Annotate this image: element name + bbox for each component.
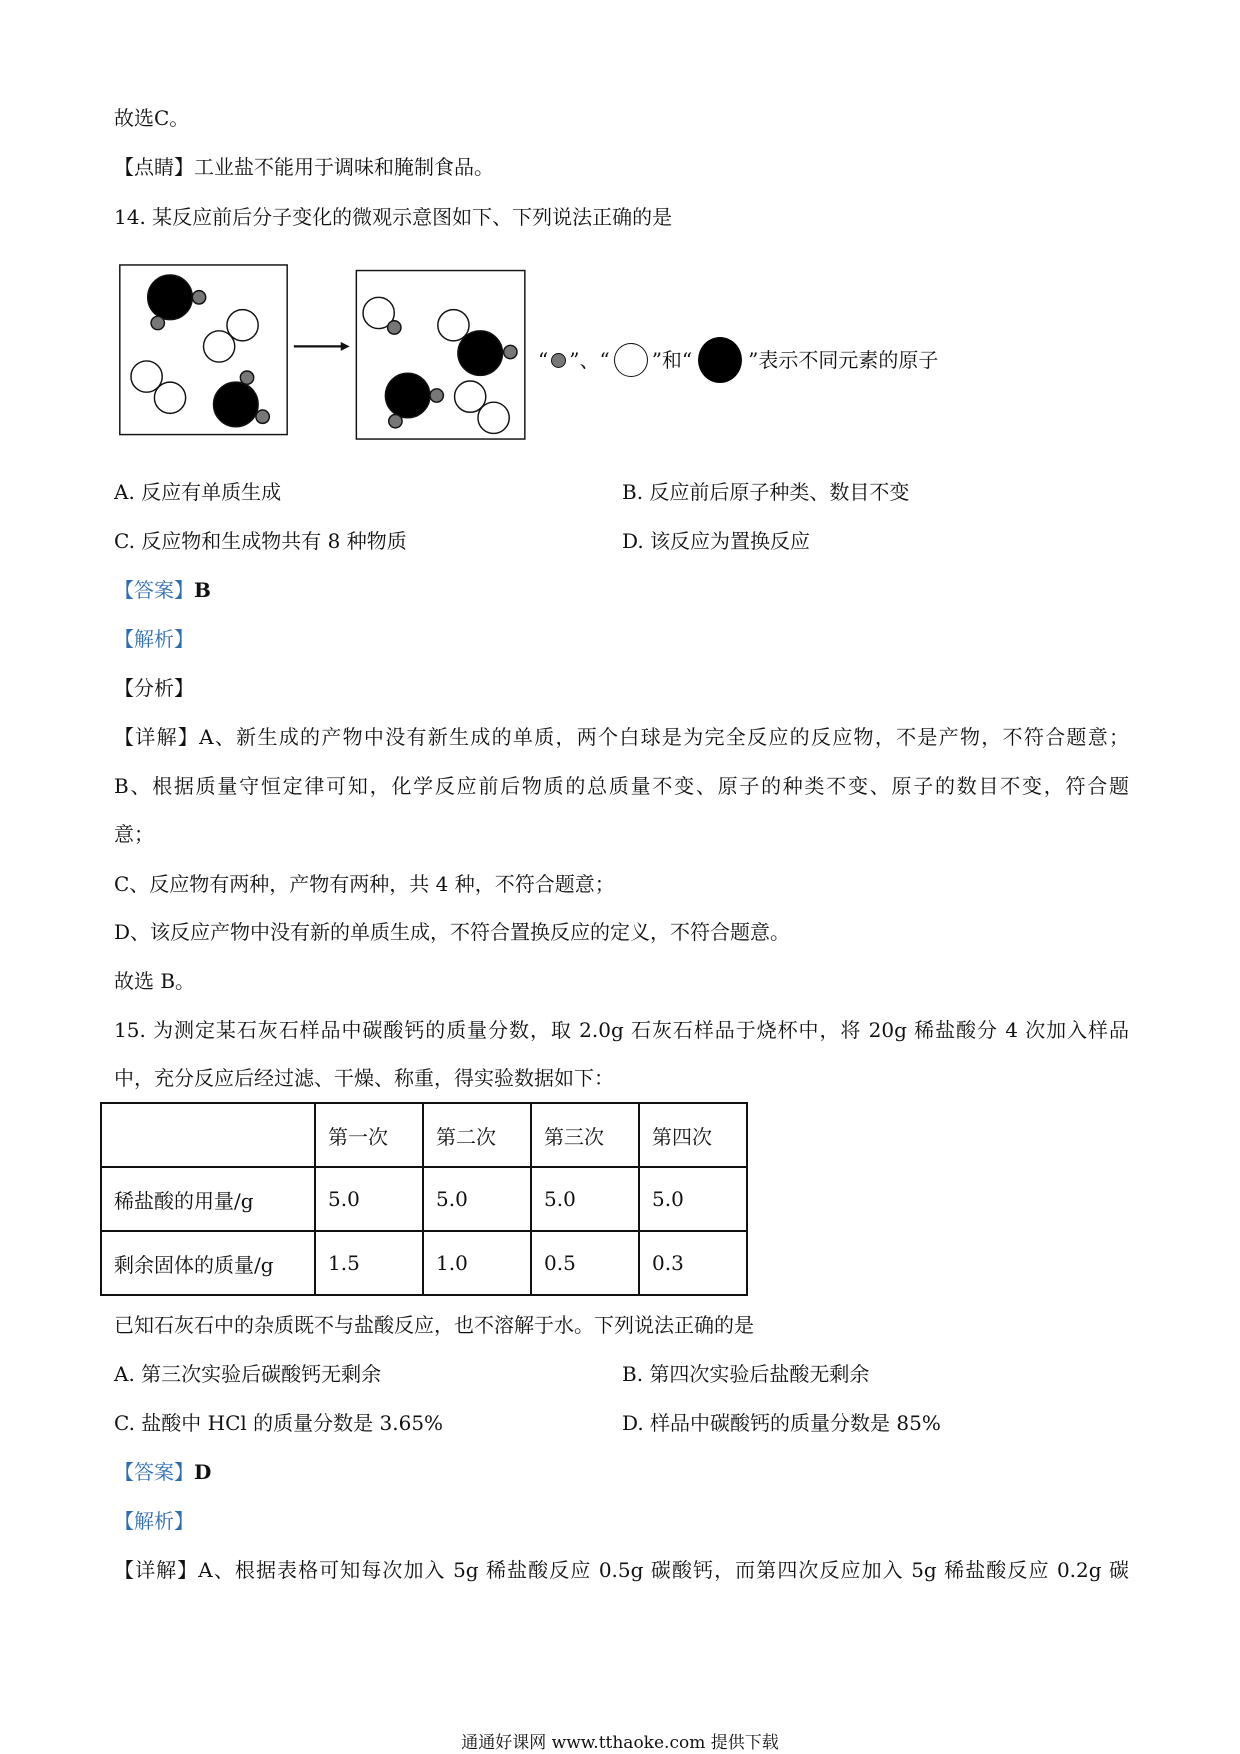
- table-cell: 0.3: [639, 1231, 747, 1295]
- q14-option-a: A. 反应有单质生成: [114, 480, 282, 504]
- table-cell: 5.0: [639, 1167, 747, 1231]
- legend-text: ”表示不同元素的原子: [748, 348, 939, 372]
- q14-option-b: B. 反应前后原子种类、数目不变: [622, 480, 910, 504]
- table-cell: 0.5: [531, 1231, 639, 1295]
- q14-detail-a: 【详解】A、新生成的产物中没有新生成的单质，两个白球是为完全反应的反应物，不是产物，不符合题意；: [114, 725, 1129, 749]
- q14-analysis-label: 【解析】: [114, 627, 194, 651]
- table-cell: 5.0: [315, 1167, 423, 1231]
- legend-quote: “: [538, 348, 549, 372]
- q15-option-d: D. 样品中碳酸钙的质量分数是 85%: [622, 1411, 941, 1435]
- small-grey-atom-icon: [551, 353, 566, 368]
- q14-stem: 14. 某反应前后分子变化的微观示意图如下、下列说法正确的是: [114, 205, 673, 229]
- header-cell: 第四次: [639, 1103, 747, 1167]
- q14-fenxi-label: 【分析】: [114, 676, 194, 700]
- black-atom-icon: [698, 337, 742, 383]
- table-row: [101, 1231, 747, 1295]
- arrow-icon: [294, 342, 350, 351]
- table-cell: 5.0: [423, 1167, 531, 1231]
- white-atom-icon: [614, 343, 648, 377]
- reaction-diagram: [112, 257, 536, 447]
- q15-option-c: C. 盐酸中 HCl 的质量分数是 3.65%: [114, 1411, 444, 1435]
- experiment-table: [100, 1102, 748, 1296]
- q14-option-c: C. 反应物和生成物共有 8 种物质: [114, 529, 407, 553]
- q15-stem-line1: 15. 为测定某石灰石样品中碳酸钙的质量分数，取 2.0g 石灰石样品于烧杯中，将 20g 稀盐酸分 4 次加入样品: [114, 1018, 1129, 1042]
- header-cell: [101, 1103, 315, 1167]
- table-cell: 5.0: [531, 1167, 639, 1231]
- q15-analysis-label: 【解析】: [114, 1509, 194, 1533]
- legend-quote: ”和“: [651, 348, 693, 372]
- q14-detail-b-cont: 意；: [114, 822, 154, 846]
- previous-choice: 故选C。: [114, 106, 190, 130]
- q15-detail: 【详解】A、根据表格可知每次加入 5g 稀盐酸反应 0.5g 碳酸钙，而第四次反应加入 5g 稀盐酸反应 0.2g 碳: [114, 1558, 1129, 1582]
- answer-label: 【答案】: [114, 578, 194, 602]
- table-row: [101, 1167, 747, 1231]
- answer-label: 【答案】: [114, 1460, 194, 1484]
- q14-option-d: D. 该反应为置换反应: [622, 529, 811, 553]
- q15-stem-line2: 中，充分反应后经过滤、干燥、称重，得实验数据如下：: [114, 1066, 614, 1090]
- header-cell: 第一次: [315, 1103, 423, 1167]
- atom-legend: [538, 345, 938, 375]
- q15-answer: [114, 1457, 211, 1487]
- q14-detail-b: B、根据质量守恒定律可知，化学反应前后物质的总质量不变、原子的种类不变、原子的数目不变，符合题: [114, 774, 1129, 798]
- table-header-row: [101, 1103, 747, 1167]
- legend-quote: ”、“: [569, 348, 610, 372]
- q14-detail-d: D、该反应产物中没有新的单质生成，不符合置换反应的定义，不符合题意。: [114, 920, 791, 944]
- table-cell: 1.0: [423, 1231, 531, 1295]
- q14-detail-c: C、反应物有两种，产物有两种，共 4 种，不符合题意；: [114, 872, 615, 896]
- answer-value: B: [194, 578, 211, 602]
- header-cell: 第三次: [531, 1103, 639, 1167]
- q15-option-a: A. 第三次实验后碳酸钙无剩余: [114, 1362, 382, 1386]
- q14-choice: 故选 B。: [114, 969, 196, 993]
- header-cell: 第二次: [423, 1103, 531, 1167]
- q15-note: 已知石灰石中的杂质既不与盐酸反应，也不溶解于水。下列说法正确的是: [114, 1313, 754, 1337]
- footer-watermark: 通通好课网 www.tthaoke.com 提供下载: [461, 1733, 779, 1753]
- table-cell: 1.5: [315, 1231, 423, 1295]
- row-label: 剩余固体的质量/g: [101, 1231, 315, 1295]
- q14-answer: [114, 575, 211, 605]
- previous-tip: 【点睛】工业盐不能用于调味和腌制食品。: [114, 155, 494, 179]
- row-label: 稀盐酸的用量/g: [101, 1167, 315, 1231]
- answer-value: D: [194, 1460, 212, 1484]
- q15-option-b: B. 第四次实验后盐酸无剩余: [622, 1362, 870, 1386]
